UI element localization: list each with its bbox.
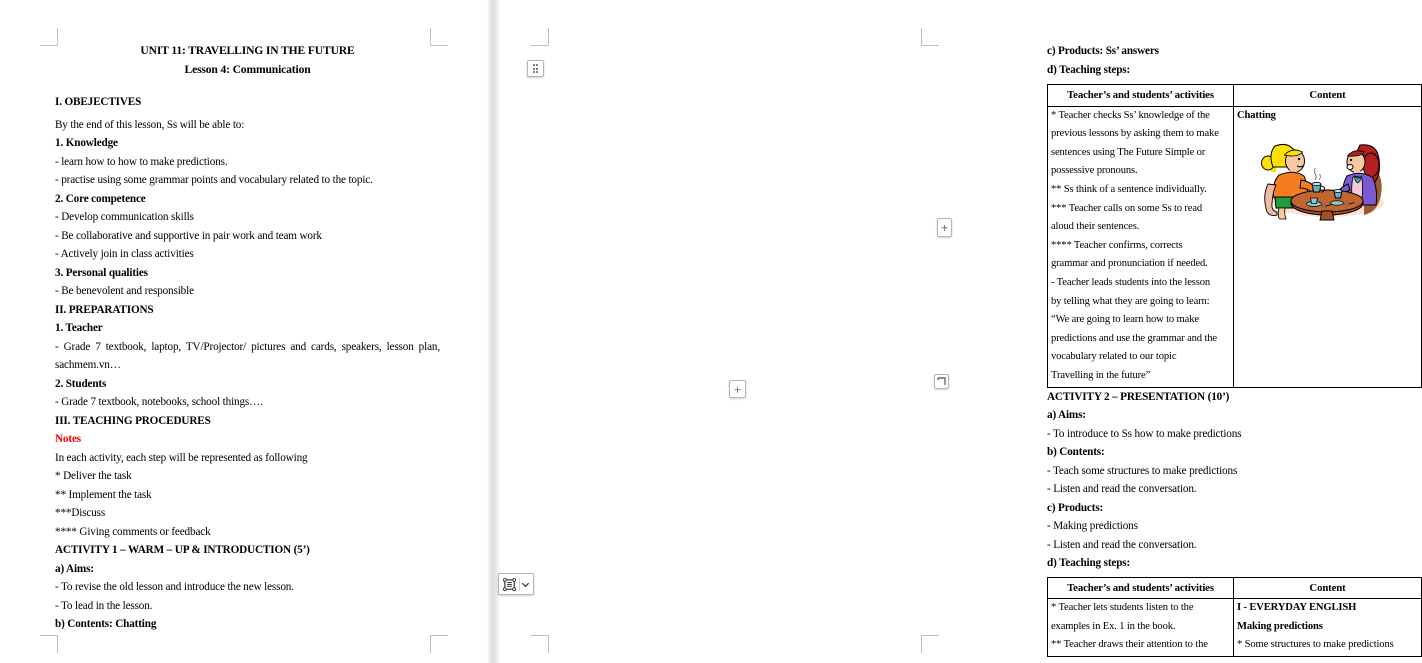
t1-act-line-2: sentences using The Future Simple or — [1051, 146, 1206, 158]
notes-item-3: **** Giving comments or feedback — [55, 525, 211, 538]
insert-column-plus-button[interactable]: + — [729, 380, 746, 398]
t1-act-line-6: aloud their sentences. — [1051, 221, 1140, 233]
objectives-heading: I. OBEJECTIVES — [55, 96, 142, 108]
widget-divider — [519, 578, 520, 591]
procedures-heading: III. TEACHING PROCEDURES — [55, 414, 211, 427]
left-page-text-column[interactable] — [55, 42, 440, 634]
four-dots-grid-icon — [533, 64, 539, 73]
preparations-heading: II. PREPARATIONS — [55, 303, 154, 316]
activity2-products-item-0: - Making predictions — [1047, 520, 1138, 532]
insert-row-plus-button[interactable]: + — [937, 218, 952, 237]
t1-act-line-4: ** Ss think of a sentence individually. — [1051, 183, 1207, 195]
t1-act-line-9: - Teacher leads students into the lesson — [1051, 276, 1210, 288]
t1-act-line-0: * Teacher checks Ss’ knowledge of the — [1051, 109, 1210, 121]
t1-act-line-5: *** Teacher calls on some Ss to read — [1051, 202, 1203, 214]
t1-act-line-3: possessive pronouns. — [1051, 165, 1138, 177]
t1-act-line-7: **** Teacher confirms, corrects — [1051, 239, 1183, 251]
t1-act-line-8: grammar and pronunciation if needed. — [1051, 258, 1208, 270]
picture-layout-icon — [502, 577, 517, 592]
activity2-heading: ACTIVITY 2 – PRESENTATION (10’) — [1047, 390, 1230, 403]
notes-intro: In each activity, each step will be represented as following — [55, 451, 308, 464]
activity1-contents-line: b) Contents: Chatting — [55, 618, 157, 630]
teacher-item-0: - Grade 7 textbook, laptop, TV/Projector/ pictures and cards, speakers, lesson plan, sachmem.vn… — [55, 340, 440, 371]
document-subtitle: Lesson 4: Communication — [184, 62, 311, 76]
competence-heading: 2. Core competence — [55, 192, 146, 205]
table-row — [1048, 599, 1422, 657]
competence-item-2: - Actively join in class activities — [55, 248, 194, 260]
activity2-contents-label: b) Contents: — [1047, 446, 1105, 458]
crop-mark-bottom-right-r — [921, 635, 939, 653]
knowledge-item-1: - practise using some grammar points and vocabulary related to the topic. — [55, 174, 373, 186]
t1-act-line-13: vocabulary related to our topic — [1051, 351, 1177, 363]
notes-label: Notes — [55, 433, 81, 445]
t2-content-line-0: I - EVERYDAY ENGLISH — [1237, 602, 1357, 614]
activity2-contents-item-1: - Listen and read the conversation. — [1047, 483, 1197, 495]
t2-content-line-2: * Some structures to make predictions — [1237, 639, 1394, 651]
activity1-teaching-steps-table[interactable] — [1047, 84, 1422, 388]
activity2-aims-item-0: - To introduce to Ss how to make predictions — [1047, 427, 1242, 440]
activity2-products-label: c) Products: — [1047, 501, 1104, 514]
activity2-teaching-steps-table[interactable] — [1047, 577, 1422, 657]
activity1-products-line: c) Products: Ss’ answers — [1047, 45, 1159, 57]
t2-content-line-1: Making predictions — [1237, 620, 1323, 632]
right-page-text-column[interactable] — [1047, 42, 1421, 657]
activity1-aims-item-1: - To lead in the lesson. — [55, 599, 153, 612]
activity1-aims-item-0: - To revise the old lesson and introduce the new lesson. — [55, 581, 294, 593]
t1-act-line-12: predictions and use the grammar and the — [1051, 332, 1217, 344]
chevron-down-icon — [521, 580, 530, 589]
resize-corner-icon — [937, 377, 946, 386]
t1-act-line-11: “We are going to learn how to make — [1051, 314, 1199, 326]
knowledge-item-0: - learn how to how to make predictions. — [55, 155, 228, 168]
t1-act-line-14: Travelling in the future” — [1051, 369, 1151, 381]
table2-content-cell[interactable] — [1234, 599, 1422, 657]
qualities-item-0: - Be benevolent and responsible — [55, 285, 194, 297]
activity2-steps-label: d) Teaching steps: — [1047, 557, 1131, 569]
table1-content-cell[interactable] — [1234, 106, 1422, 387]
two-women-chatting-clipart — [1253, 128, 1403, 221]
notes-item-2: ***Discuss — [55, 507, 106, 519]
page-left[interactable] — [0, 0, 487, 663]
competence-item-0: - Develop communication skills — [55, 211, 194, 223]
knowledge-heading: 1. Knowledge — [55, 137, 118, 149]
crop-mark-top-right-r — [921, 28, 939, 46]
notes-item-1: ** Implement the task — [55, 488, 152, 501]
table-resize-handle-icon[interactable] — [934, 374, 949, 389]
activity1-heading: ACTIVITY 1 – WARM – UP & INTRODUCTION (5’) — [55, 544, 310, 556]
layout-options-button[interactable] — [498, 573, 534, 595]
activity1-steps-label: d) Teaching steps: — [1047, 63, 1131, 76]
t1-act-line-10: by telling what they are going to learn: — [1051, 295, 1210, 307]
table-header-row — [1048, 85, 1422, 107]
t2-act-line-2: ** Teacher draws their attention to the — [1051, 639, 1208, 651]
t2-act-line-1: examples in Ex. 1 in the book. — [1051, 620, 1176, 632]
crop-mark-bottom-left — [40, 635, 58, 653]
page-right[interactable] — [500, 0, 1394, 663]
students-item-0: - Grade 7 textbook, notebooks, school things…. — [55, 396, 263, 408]
table-move-handle-icon[interactable] — [527, 60, 544, 77]
students-heading: 2. Students — [55, 377, 107, 390]
notes-item-0: * Deliver the task — [55, 470, 132, 482]
crop-mark-top-left-r — [531, 28, 549, 46]
document-title: UNIT 11: TRAVELLING IN THE FUTURE — [140, 44, 355, 57]
t2-act-line-0: * Teacher lets students listen to the — [1051, 602, 1194, 614]
page-gutter-divider — [487, 0, 500, 663]
table2-header-activities: Teacher’s and students’ activities — [1048, 577, 1234, 599]
table1-activities-cell[interactable] — [1048, 106, 1234, 387]
t1-act-line-1: previous lessons by asking them to make — [1051, 128, 1219, 140]
activity1-aims-label: a) Aims: — [55, 562, 94, 575]
objectives-intro: By the end of this lesson, Ss will be able to: — [55, 118, 245, 131]
crop-mark-bottom-left-r — [531, 635, 549, 653]
table2-activities-cell[interactable] — [1048, 599, 1234, 657]
qualities-heading: 3. Personal qualities — [55, 266, 148, 279]
table-header-row — [1048, 577, 1422, 599]
t1-content-title: Chatting — [1237, 109, 1276, 121]
table2-header-content: Content — [1234, 577, 1422, 599]
competence-item-1: - Be collaborative and supportive in pair work and team work — [55, 229, 322, 242]
activity2-contents-item-0: - Teach some structures to make predictions — [1047, 464, 1238, 477]
table1-header-content: Content — [1234, 85, 1422, 107]
teacher-heading: 1. Teacher — [55, 322, 103, 334]
activity2-aims-label: a) Aims: — [1047, 409, 1086, 421]
table-row — [1048, 106, 1422, 387]
activity2-products-item-1: - Listen and read the conversation. — [1047, 538, 1197, 551]
table1-header-activities: Teacher’s and students’ activities — [1048, 85, 1234, 107]
crop-mark-bottom-right — [430, 635, 448, 653]
